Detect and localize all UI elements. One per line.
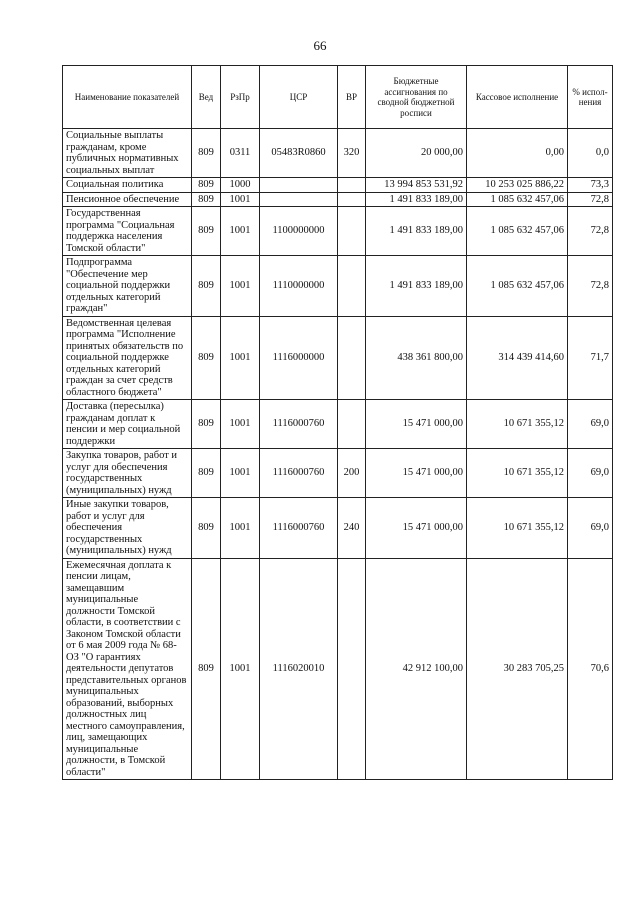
cell-budget: 438 361 800,00 xyxy=(366,316,467,400)
cell-budget: 1 491 833 189,00 xyxy=(366,192,467,207)
cell-vr xyxy=(338,178,366,193)
cell-budget: 1 491 833 189,00 xyxy=(366,207,467,256)
cell-rzpr: 1001 xyxy=(221,400,260,449)
cell-name: Ведомственная целевая программа "Исполнение принятых обязательств по социальной поддержке отдельных категорий граждан за счет средств областного бюджета" xyxy=(63,316,192,400)
table-row xyxy=(63,129,613,178)
cell-pct: 0,0 xyxy=(568,129,613,178)
cell-ved: 809 xyxy=(192,400,221,449)
cell-vr: 200 xyxy=(338,449,366,498)
cell-name: Закупка товаров, работ и услуг для обеспечения государственных (муниципальных) нужд xyxy=(63,449,192,498)
cell-pct: 69,0 xyxy=(568,498,613,559)
cell-vr xyxy=(338,316,366,400)
cell-pct: 72,8 xyxy=(568,207,613,256)
cell-csr: 1116020010 xyxy=(260,558,338,780)
cell-csr: 1100000000 xyxy=(260,207,338,256)
cell-budget: 15 471 000,00 xyxy=(366,400,467,449)
cell-cash: 1 085 632 457,06 xyxy=(467,192,568,207)
cell-csr xyxy=(260,192,338,207)
cell-pct: 71,7 xyxy=(568,316,613,400)
cell-cash: 10 671 355,12 xyxy=(467,449,568,498)
cell-pct: 69,0 xyxy=(568,449,613,498)
cell-cash: 0,00 xyxy=(467,129,568,178)
cell-csr xyxy=(260,178,338,193)
header-row xyxy=(63,66,613,129)
cell-name: Ежемесячная доплата к пенсии лицам, замещавшим муниципальные должности Томской области, в соответствии с Законом Томской области от 6 мая 2009 года № 68-ОЗ "О гарантиях деятельности депутатов представительных органов муниципальных образований, выборных должностных лиц местного самоуправления, лиц, замещающих муниципальные должности, в Томской области" xyxy=(63,558,192,780)
cell-name: Социальные выплаты гражданам, кроме публичных нормативных социальных выплат xyxy=(63,129,192,178)
cell-ved: 809 xyxy=(192,316,221,400)
budget-table xyxy=(62,65,613,780)
header-csr: ЦСР xyxy=(260,66,338,129)
cell-vr: 240 xyxy=(338,498,366,559)
cell-rzpr: 1001 xyxy=(221,192,260,207)
table-row xyxy=(63,498,613,559)
cell-vr xyxy=(338,192,366,207)
cell-pct: 69,0 xyxy=(568,400,613,449)
cell-name: Подпрограмма "Обеспечение мер социальной поддержки отдельных категорий граждан" xyxy=(63,256,192,317)
cell-budget: 20 000,00 xyxy=(366,129,467,178)
cell-pct: 73,3 xyxy=(568,178,613,193)
cell-ved: 809 xyxy=(192,192,221,207)
table-row xyxy=(63,207,613,256)
cell-rzpr: 1001 xyxy=(221,498,260,559)
cell-cash: 1 085 632 457,06 xyxy=(467,256,568,317)
cell-csr: 1110000000 xyxy=(260,256,338,317)
cell-ved: 809 xyxy=(192,207,221,256)
cell-vr xyxy=(338,558,366,780)
cell-budget: 13 994 853 531,92 xyxy=(366,178,467,193)
cell-vr: 320 xyxy=(338,129,366,178)
header-cash: Кассовое исполнение xyxy=(467,66,568,129)
table-row xyxy=(63,316,613,400)
cell-rzpr: 1001 xyxy=(221,316,260,400)
cell-pct: 72,8 xyxy=(568,192,613,207)
cell-ved: 809 xyxy=(192,178,221,193)
table-row xyxy=(63,178,613,193)
header-budget: Бюджетные ассигнования по сводной бюджетной росписи xyxy=(366,66,467,129)
header-name: Наименование показателей xyxy=(63,66,192,129)
page-number: 66 xyxy=(313,38,327,53)
header-ved: Вед xyxy=(192,66,221,129)
header-vr: ВР xyxy=(338,66,366,129)
cell-rzpr: 1001 xyxy=(221,207,260,256)
cell-cash: 10 671 355,12 xyxy=(467,498,568,559)
cell-ved: 809 xyxy=(192,256,221,317)
cell-csr: 1116000760 xyxy=(260,449,338,498)
cell-vr xyxy=(338,207,366,256)
header-rzpr: РзПр xyxy=(221,66,260,129)
cell-budget: 15 471 000,00 xyxy=(366,449,467,498)
cell-vr xyxy=(338,400,366,449)
cell-ved: 809 xyxy=(192,558,221,780)
cell-pct: 70,6 xyxy=(568,558,613,780)
cell-rzpr: 0311 xyxy=(221,129,260,178)
cell-cash: 1 085 632 457,06 xyxy=(467,207,568,256)
cell-rzpr: 1001 xyxy=(221,449,260,498)
cell-cash: 10 253 025 886,22 xyxy=(467,178,568,193)
table-row xyxy=(63,256,613,317)
table-row xyxy=(63,558,613,780)
cell-csr: 1116000000 xyxy=(260,316,338,400)
cell-rzpr: 1001 xyxy=(221,558,260,780)
cell-ved: 809 xyxy=(192,498,221,559)
cell-name: Государственная программа "Социальная поддержка населения Томской области" xyxy=(63,207,192,256)
cell-name: Доставка (пересылка) гражданам доплат к пенсии и мер социальной поддержки xyxy=(63,400,192,449)
cell-name: Социальная политика xyxy=(63,178,192,193)
cell-rzpr: 1000 xyxy=(221,178,260,193)
cell-budget: 42 912 100,00 xyxy=(366,558,467,780)
cell-rzpr: 1001 xyxy=(221,256,260,317)
cell-name: Иные закупки товаров, работ и услуг для обеспечения государственных (муниципальных) нужд xyxy=(63,498,192,559)
cell-budget: 15 471 000,00 xyxy=(366,498,467,559)
table-row xyxy=(63,449,613,498)
header-pct: % испол-нения xyxy=(568,66,613,129)
cell-csr: 05483R0860 xyxy=(260,129,338,178)
cell-name: Пенсионное обеспечение xyxy=(63,192,192,207)
cell-cash: 314 439 414,60 xyxy=(467,316,568,400)
cell-vr xyxy=(338,256,366,317)
cell-budget: 1 491 833 189,00 xyxy=(366,256,467,317)
cell-pct: 72,8 xyxy=(568,256,613,317)
cell-ved: 809 xyxy=(192,449,221,498)
cell-cash: 10 671 355,12 xyxy=(467,400,568,449)
cell-csr: 1116000760 xyxy=(260,400,338,449)
table-row xyxy=(63,192,613,207)
table-row xyxy=(63,400,613,449)
cell-cash: 30 283 705,25 xyxy=(467,558,568,780)
cell-ved: 809 xyxy=(192,129,221,178)
cell-csr: 1116000760 xyxy=(260,498,338,559)
